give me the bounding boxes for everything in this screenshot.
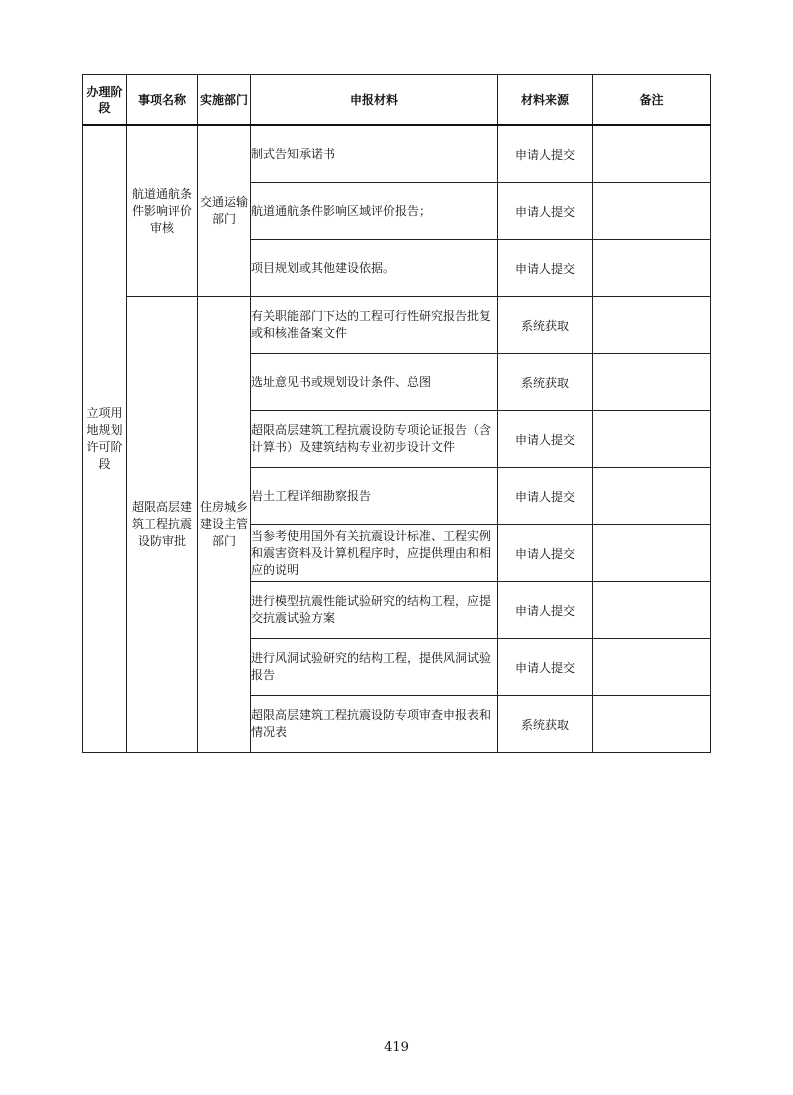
source-cell: 系统获取 <box>498 696 593 753</box>
source-cell: 申请人提交 <box>498 582 593 639</box>
material-cell: 进行风洞试验研究的结构工程，提供风洞试验报告 <box>251 639 498 696</box>
source-cell: 系统获取 <box>498 297 593 354</box>
item-name-cell: 航道通航条件影响评价审核 <box>127 125 198 297</box>
page-number: 419 <box>384 1040 409 1055</box>
header-item: 事项名称 <box>127 75 198 126</box>
table-header <box>83 75 711 126</box>
materials-table <box>82 74 711 753</box>
source-cell: 系统获取 <box>498 354 593 411</box>
remark-cell <box>593 297 711 354</box>
item-name-cell: 超限高层建筑工程抗震设防审批 <box>127 297 198 753</box>
header-stage: 办理阶段 <box>83 75 127 126</box>
remark-cell <box>593 354 711 411</box>
stage-cell: 立项用地规划许可阶段 <box>83 125 127 753</box>
table-body <box>83 125 711 753</box>
material-cell: 有关职能部门下达的工程可行性研究报告批复或和核准备案文件 <box>251 297 498 354</box>
material-cell: 项目规划或其他建设依据。 <box>251 240 498 297</box>
material-cell: 岩土工程详细勘察报告 <box>251 468 498 525</box>
source-cell: 申请人提交 <box>498 125 593 183</box>
remark-cell <box>593 582 711 639</box>
remark-cell <box>593 411 711 468</box>
remark-cell <box>593 183 711 240</box>
source-cell: 申请人提交 <box>498 240 593 297</box>
source-cell: 申请人提交 <box>498 411 593 468</box>
material-cell: 当参考使用国外有关抗震设计标准、工程实例和震害资料及计算机程序时，应提供理由和相应的说明 <box>251 525 498 582</box>
remark-cell <box>593 240 711 297</box>
remark-cell <box>593 468 711 525</box>
material-cell: 进行模型抗震性能试验研究的结构工程，应提交抗震试验方案 <box>251 582 498 639</box>
material-cell: 超限高层建筑工程抗震设防专项论证报告（含计算书）及建筑结构专业初步设计文件 <box>251 411 498 468</box>
material-cell: 超限高层建筑工程抗震设防专项审查申报表和情况表 <box>251 696 498 753</box>
remark-cell <box>593 639 711 696</box>
table-row <box>83 125 711 183</box>
header-dept: 实施部门 <box>198 75 251 126</box>
header-row <box>83 75 711 126</box>
header-remark: 备注 <box>593 75 711 126</box>
remark-cell <box>593 125 711 183</box>
source-cell: 申请人提交 <box>498 468 593 525</box>
source-cell: 申请人提交 <box>498 639 593 696</box>
remark-cell <box>593 696 711 753</box>
table-row <box>83 297 711 354</box>
header-source: 材料来源 <box>498 75 593 126</box>
dept-cell: 交通运输部门 <box>198 125 251 297</box>
material-cell: 制式告知承诺书 <box>251 125 498 183</box>
material-cell: 选址意见书或规划设计条件、总图 <box>251 354 498 411</box>
source-cell: 申请人提交 <box>498 183 593 240</box>
dept-cell: 住房城乡建设主管部门 <box>198 297 251 753</box>
remark-cell <box>593 525 711 582</box>
source-cell: 申请人提交 <box>498 525 593 582</box>
header-material: 申报材料 <box>251 75 498 126</box>
material-cell: 航道通航条件影响区域评价报告； <box>251 183 498 240</box>
